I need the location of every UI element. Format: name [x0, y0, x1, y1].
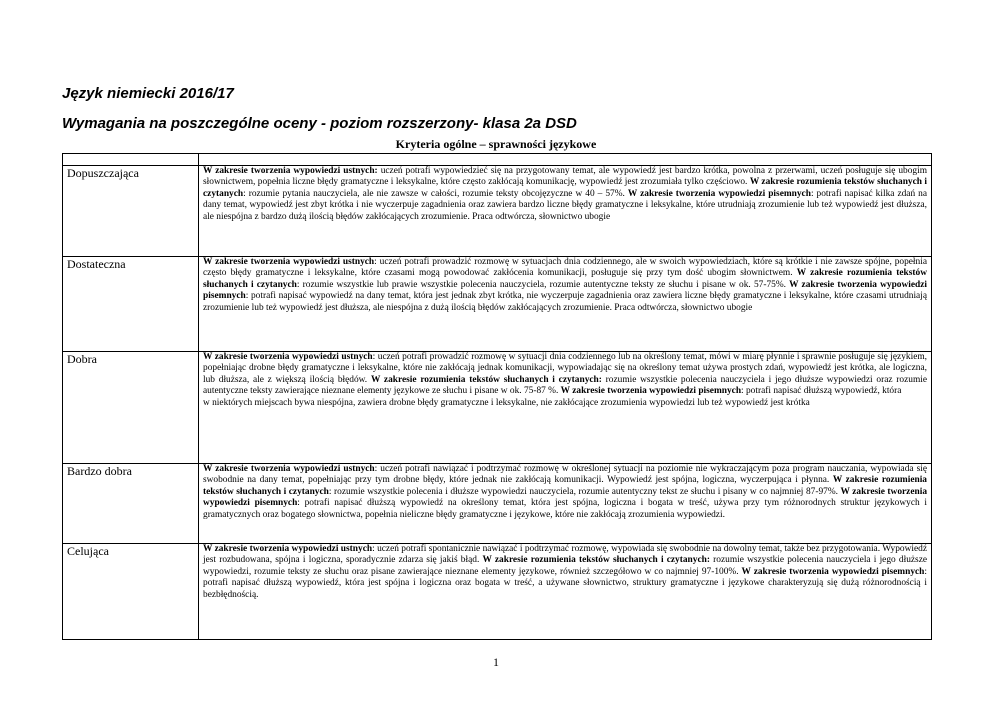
grade-description	[199, 352, 932, 464]
criterion-text: : rozumie pytania nauczyciela, ale nie zawsze w całości, rozumie teksty obcojęzyczne w 40 – 57%.	[243, 188, 628, 199]
grade-row-dostateczna	[63, 257, 932, 352]
grade-row-celujaca	[63, 544, 932, 640]
criterion-text: : uczeń potrafi prowadzić rozmowę w sytuacji dnia codziennego lub na określony temat, mówi w miarę płynnie i sprawnie posługuje się językiem, popełniając drobne błędy gramatyczne i leksykalne, które nie zakłócają jednak komunikacji, wypowiadając się na określony temat używa prostych zdań, wypowiedź jest krótka, ale logiczna, lub dłuższa, ale z większą ilością błędów.	[203, 352, 927, 385]
criterion-heading: W zakresie tworzenia wypowiedzi ustnych	[203, 352, 373, 362]
criterion-heading: W zakresie tworzenia wypowiedzi ustnych	[203, 257, 375, 267]
grade-description	[199, 166, 932, 257]
page-number: 1	[493, 655, 499, 669]
criterion-heading: W zakresie tworzenia wypowiedzi pisemnych	[560, 386, 742, 397]
table-spacer-row	[63, 154, 932, 166]
criterion-heading: W zakresie tworzenia wypowiedzi ustnych	[203, 464, 375, 474]
criterion-heading: W zakresie rozumienia tekstów słuchanych i czytanych:	[482, 555, 710, 566]
grade-row-dopuszczajaca	[63, 166, 932, 257]
grade-criteria-table	[62, 153, 932, 640]
criterion-heading: W zakresie tworzenia wypowiedzi pisemnych	[203, 279, 927, 302]
criterion-heading: W zakresie tworzenia wypowiedzi ustnych:	[203, 166, 378, 176]
grade-description	[199, 544, 932, 640]
grade-row-dobra	[63, 352, 932, 464]
document-title: Język niemiecki 2016/17	[62, 85, 234, 102]
criterion-text: : uczeń potrafi nawiązać i podtrzymać rozmowę w określonej sytuacji na poziomie nie wykraczającym poza program nauczania, wypowiada się swobodnie na dany temat, popełniając przy tym drobne błędy, które jednak nie zakłócają komunikacji. Wypowiedź jest spójna, logiczna, wyczerpująca i płynna.	[203, 464, 928, 486]
criterion-text: : potrafi napisać dłuższą wypowiedź, która jest spójna i logiczna oraz bogata w treść, a używane słownictwo, struktury gramatyczne i językowe charakteryzują się dużą różnorodnością i bezbłędnością.	[203, 566, 927, 600]
criterion-text: : potrafi napisać dłuższą wypowiedź, która w niektórych miejscach bywa niespójna, zawiera drobne błędy gramatyczne i leksykalne, nie zakłócające zrozumienia wypowiedzi lub też wypowiedź jest krótka	[203, 386, 902, 408]
criterion-text: : rozumie wszystkie lub prawie wszystkie polecenia nauczyciela, rozumie autentyczne teksty ze słuchu i pisane w ok. 57-75%.	[296, 279, 790, 290]
criterion-heading: W zakresie tworzenia wypowiedzi pisemnych	[627, 188, 811, 199]
criterion-text: rozumie wszystkie polecenia nauczyciela i jego dłuższe wypowiedzi, rozumie teksty ze słuchu oraz pisane zawierające nieznane elementy językowe, również szczegółowo w co najmniej 97-100%.	[203, 555, 928, 577]
criterion-heading: W zakresie tworzenia wypowiedzi pisemnych	[203, 486, 928, 509]
criterion-text: : uczeń potrafi spontanicznie nawiązać i podtrzymać rozmowę, wypowiada się swobodnie na dowolny temat, także bez przygotowania. Wypowiedź jest rozbudowana, spójna i logiczna, sporadycznie zdarza się jakiś błąd.	[203, 544, 927, 566]
criterion-text: rozumie wszystkie polecenia nauczyciela i jego dłuższe wypowiedzi oraz rozumie autentyczne teksty zawierające nieznane elementy językowe ze słuchu i pisane w ok. 75-87 %.	[203, 374, 928, 397]
grade-label: Dopuszczająca	[63, 166, 199, 257]
criterion-heading: W zakresie tworzenia wypowiedzi pisemnych	[741, 566, 925, 577]
grade-label: Dobra	[63, 352, 199, 464]
grade-row-bardzo-dobra	[63, 464, 932, 544]
criterion-text: : potrafi napisać dłuższą wypowiedź na określony temat, która jest spójna, logiczna i bogata w treść, używa przy tym różnorodnych struktur językowych i gramatycznych oraz bogatego słownictwa, popełnia nieliczne błędy gramatyczne i językowe, które nie zakłócają zrozumienia wypowiedzi.	[203, 498, 927, 520]
criterion-heading: W zakresie rozumienia tekstów słuchanych i czytanych:	[370, 374, 602, 385]
criterion-heading: W zakresie rozumienia tekstów słuchanych i czytanych	[203, 475, 927, 497]
document-subtitle: Wymagania na poszczególne oceny - poziom rozszerzony- klasa 2a DSD	[62, 115, 577, 132]
grade-description	[199, 257, 932, 352]
grade-label: Celująca	[63, 544, 199, 640]
criterion-heading: W zakresie rozumienia tekstów słuchanych i czytanych	[203, 177, 928, 199]
table-caption: Kryteria ogólne – sprawności językowe	[395, 137, 597, 151]
criterion-text: : potrafi napisać kilka zdań na dany temat, wypowiedź jest zbyt krótka i nie wyczerpuje zagadnienia oraz zawiera bardzo liczne błędy gramatyczne i leksykalne, które utrudniają zrozumienie lub też wypowiedź jest dłuższa, ale niespójna z bardzo dużą ilością błędów zakłócających zrozumienie. Praca odtwórcza, słownictwo ubogie	[203, 188, 927, 222]
criterion-heading: W zakresie tworzenia wypowiedzi ustnych	[203, 544, 373, 554]
criterion-heading: W zakresie rozumienia tekstów słuchanych i czytanych	[203, 268, 927, 290]
grade-description	[199, 464, 932, 544]
grade-label: Dostateczna	[63, 257, 199, 352]
criterion-text: : potrafi napisać wypowiedź na dany temat, która jest jednak zbyt krótka, nie wyczerpuje zagadnienia oraz zawiera liczne błędy gramatyczne i leksykalne, które czasami utrudniają zrozumienie lub też wypowiedź jest dłuższa, ale niespójna z dużą ilością błędów zakłócających zrozumienie. Praca odtwórcza, słownictwo ubogie	[203, 291, 927, 313]
criterion-text: : rozumie wszystkie polecenia i dłuższe wypowiedzi nauczyciela, rozumie autentyczny tekst ze słuchu i pisany w co najmniej 87-97%.	[328, 486, 841, 497]
criterion-text: : uczeń potrafi prowadzić rozmowę w sytuacjach dnia codziennego, ale w swoich wypowiedziach, które są krótkie i nie zawsze spójne, popełnia często błędy gramatyczne i leksykalne, które czasami mogą powodować zakłócenia komunikacji, posługuje się przy tym dość ubogim słownictwem.	[203, 257, 927, 279]
criterion-text: uczeń potrafi wypowiedzieć się na przygotowany temat, ale wypowiedź jest bardzo krótka, powolna z przerwami, uczeń posługuje się ubogim słownictwem, popełnia liczne błędy gramatyczne i leksykalne, które często zakłócają komunikację, wypowiedź jest zrozumiała tylko częściowo.	[203, 166, 928, 188]
grade-label: Bardzo dobra	[63, 464, 199, 544]
